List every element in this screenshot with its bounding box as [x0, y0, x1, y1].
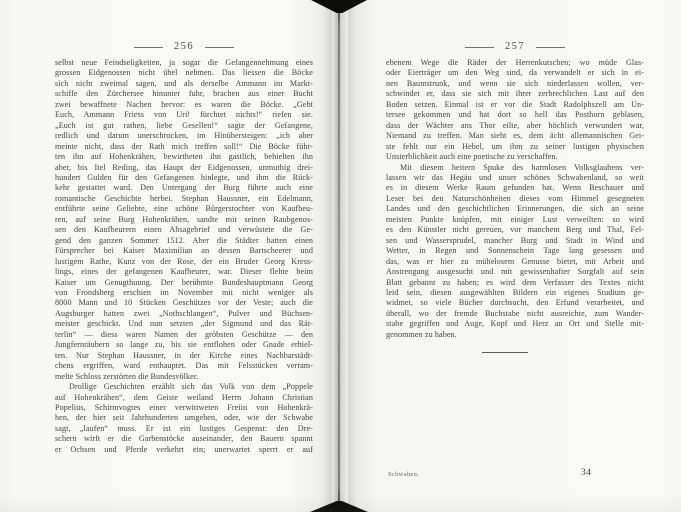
- text-line: Fürsprecher bei Kaiser Maximilian an dessen Bartscheerer und: [55, 246, 313, 256]
- text-line: kehr gestattet ward. Den Untergang der Burg führte auch eine: [55, 183, 313, 193]
- text-line: Niemand zu treffen. Man sieht es, dem ächt allemannischen Gei-: [386, 131, 644, 141]
- text-line: lings, eines der gefangenen Kaufbeurer, war. Dieser flehte beim: [55, 267, 313, 277]
- text-line: meister geschickt. Und nun setzten „der Sigmund und das Rät-: [55, 319, 313, 329]
- left-page-header: [55, 42, 313, 52]
- text-line: hundert Gulden für den Gefangenen hinlegte, und ihm die Rück-: [55, 172, 313, 182]
- text-line: schwindet er, dass sie sich mit ihrer zerbrechlichen Last auf den: [386, 89, 644, 99]
- text-line: Jungfernräubern so lange zu, bis sie entflohen oder Gnade erhiel-: [55, 340, 313, 350]
- text-line: Augsburger hatten zwei „Nothschlangen“, Pulver und Büchsen-: [55, 308, 313, 318]
- text-line: oder Eierträger um den Weg sind, da verwandelt er sich in ei-: [386, 68, 644, 78]
- text-line: grossen Eidgenossen nicht übel nehmen. Das liessen die Böcke: [55, 68, 313, 78]
- text-line: tersee gekommen und hat dort so hell das Posthorn geblasen,: [386, 110, 644, 120]
- text-line: Anstrengung ausgesucht und mit gewissenhafter Sorgfalt auf sein: [386, 267, 644, 277]
- text-line: ste fehlt nur ein Hebel, um ihm zu seiner lustigen physischen: [386, 141, 644, 151]
- text-line: dass der Wächter ans Thor eilte, aber höchlich verwundert war,: [386, 120, 644, 130]
- text-line: sen und Wassersprudel, mancher Burg und Stadt in Wind und: [386, 235, 644, 245]
- header-rule-left: [134, 47, 163, 48]
- right-page-header: [386, 42, 644, 52]
- left-page: [0, 0, 332, 512]
- text-line: leid sein, diesen ausgewählten Bildern ein eigenes Studium ge-: [386, 287, 644, 297]
- text-line: chens ergriffen, ward enthauptet. Das mit Felsstücken verram-: [55, 361, 313, 371]
- text-line: „Euch ist gut rathen, liebe Gesellen!“ sagte der Gefangene,: [55, 120, 313, 130]
- text-line: das, was er hier zu mühelosem Genusse bietet, mit Arbeit und: [386, 256, 644, 266]
- text-line: auf Hohenkrähen“, dem Geiste weiland Herrn Johann Christian: [55, 392, 313, 402]
- text-line: ebenem Wege die Räder der Herrenkutschen; wo müde Glas-: [386, 58, 644, 67]
- text-line: er Ochsen und Pferde verkehrt ein; unerwartet sperrt er auf: [55, 444, 313, 454]
- text-line: sen den Kaufbeurern einen Absagebrief und verwüstete die Ge-: [55, 225, 313, 235]
- text-line: romantische Geschichte herbei. Stephan Haussner, ein Edelmann,: [55, 193, 313, 203]
- text-line: selbst neue Feindseligkeiten, ja sogar die Gefangennehmung eines: [55, 58, 313, 67]
- text-line: sagt, „laufen“ muss. Er ist ein lustiges Gespenst: den Dre-: [55, 423, 313, 433]
- right-page: [348, 0, 681, 512]
- text-line: Euch, Ammann Friess von Uri! fürchtet nichts!“ riefen sie.: [55, 110, 313, 120]
- text-line: ren, auf seine Burg Hohenkrähen, sandte mit seinen Raubgenos-: [55, 214, 313, 224]
- text-line: aber, bis Itel Reding, das Haupt der Eidgenossen, unmuthig drei-: [55, 162, 313, 172]
- text-line: genommen zu haben.: [386, 329, 457, 339]
- book-gutter-line: [338, 0, 340, 512]
- text-line: Boden setzen. Einmal ist er vor die Stadt Radolphszell am Un-: [386, 99, 644, 109]
- text-line: ten. Nur Stephan Haussner, in der Kirche eines Nachbarstädt-: [55, 350, 313, 360]
- text-line: es den Künstler nicht gereuen, vor manchem Berg und Thal, Fel-: [386, 225, 644, 235]
- left-page-text: [55, 58, 313, 455]
- text-line: sich nicht zweimal sagen, und als derselbe Ammann im Markt-: [55, 78, 313, 88]
- text-line: meinte nicht, dass der Rath mich treffen soll!“ Die Böcke führ-: [55, 141, 313, 151]
- text-line: schiffe den Zürchersee hinunter fuhr, brachen aus einer Bucht: [55, 89, 313, 99]
- text-line: zwei bewaffnete Nachen hervor: es waren die Böcke. „Gebt: [55, 99, 313, 109]
- text-line: 8000 Mann und 10 Stücken Geschützes vor der Veste; auch die: [55, 298, 313, 308]
- text-line: widmet, so viele Bücher durchsucht, den Erfund verarbeitet, und: [386, 298, 644, 308]
- text-line: es in diesem Werke Raum gefunden hat. Wenn Beschauer und: [386, 183, 644, 193]
- text-line: Unsterblichkeit auch eine poetische zu verschaffen.: [386, 152, 558, 162]
- text-line: Blatt gebannt zu haben; es wird dem Verfasser des Textes nicht: [386, 277, 644, 287]
- text-line: schern wirft er die Garbenstöcke auseinander, den Bauern spannt: [55, 434, 313, 444]
- text-line: melte Schloss zerstörten die Bundesvölker.: [55, 371, 199, 381]
- text-line: Popelius, Schirmvogtes einer verwittweten Freiin von Hohenkrä-: [55, 402, 313, 412]
- text-line: Kaiser um Genugthuung. Der berühmte Bundeshauptmann Georg: [55, 277, 313, 287]
- header-rule-left: [465, 47, 494, 48]
- text-line: gend den ganzen Sommer 1512. Aber die Städter hatten einen: [55, 235, 313, 245]
- text-line: lassen wir das Hegäu und unser schönes Schwabenland, so weit: [386, 172, 644, 182]
- text-line: ten ihn auf Hohenkrähen, bewirtheten ihn gastlich, behielten ihn: [55, 152, 313, 162]
- text-line: lustigem Rathe, Kunz von der Rose, der ein Bruder Georg Kress-: [55, 256, 313, 266]
- header-rule-right: [205, 47, 234, 48]
- text-line: redlich und darum unerschrocken, im Hinübersteigen: „ich aber: [55, 131, 313, 141]
- text-line: entführte seine Geliebte, eine schöne Bürgerstochter von Kaufbeu-: [55, 204, 313, 214]
- text-line: terlin“ — diess waren Namen der gröbsten Geschütze — den: [55, 329, 313, 339]
- signature-mark: Schwaben.: [388, 471, 420, 478]
- text-line: Drollige Geschichten erzählt sich das Volk von dem „Poppele: [69, 382, 313, 392]
- text-line: von Frondsberg erschien im November mit nicht weniger als: [55, 287, 313, 297]
- text-line: Leser bei den Naturschönheiten dieses vom Himmel gesegneten: [386, 193, 644, 203]
- header-rule-right: [536, 47, 565, 48]
- sheet-number: 34: [581, 468, 592, 478]
- text-line: nen Baumstrunk, und wenn sie sich niederlassen wollen, ver-: [386, 78, 644, 88]
- text-line: hen, der hier seit Jahrhunderten umgehen, oder, wie der Schwabe: [55, 413, 313, 423]
- text-line: stabe gegriffen und Auge, Kopf und Herz an Ort und Stelle mit-: [386, 319, 644, 329]
- right-page-number: 257: [504, 41, 526, 52]
- left-page-number: 256: [173, 41, 195, 52]
- text-line: Mit diesem heitern Spuke des harmlosen Volksglaubens ver-: [400, 162, 644, 172]
- text-line: Wetter, in Regen und Sonnenschein Tage lang gesessen und: [386, 246, 644, 256]
- text-line: meisten Punkte knüpfen, mit einiger Lust verweilten: so wird: [386, 214, 644, 224]
- right-page-text: [386, 58, 644, 340]
- text-line: Landes und den geschichtlichen Erinnerungen, die sich an seine: [386, 204, 644, 214]
- chapter-end-rule: [482, 352, 528, 353]
- text-line: überall, wo der fremde Buchstabe nicht ausreichte, zum Wander-: [386, 308, 644, 318]
